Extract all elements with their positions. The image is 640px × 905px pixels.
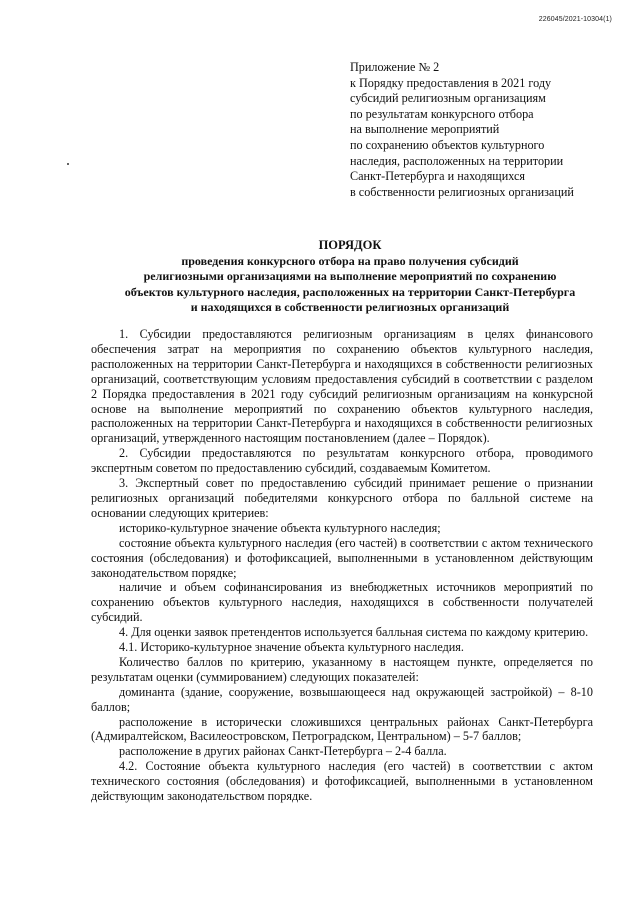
subtitle-line: проведения конкурсного отбора на право получения субсидий — [181, 254, 519, 268]
appendix-line: по результатам конкурсного отбора — [350, 106, 534, 121]
paragraph: доминанта (здание, сооружение, возвышающееся над окружающей застройкой) – 8-10 баллов; — [91, 684, 593, 714]
appendix-line: Санкт-Петербурга и находящихся — [350, 169, 525, 184]
paragraph: наличие и объем софинансирования из внебюджетных источников мероприятий по сохранению объектов культурного наследия, находящихся в собственности получателей субсидий. — [91, 580, 593, 625]
paragraph: состояние объекта культурного наследия (его частей) в соответствии с актом технического состояния (обследования) и фотофиксацией, выполненными в установленном действующим законодательством порядке; — [91, 535, 593, 580]
subtitle-line: и находящихся в собственности религиозных организаций — [190, 300, 510, 315]
subtitle-line: объектов культурного наследия, расположенных на территории Санкт-Петербурга — [124, 284, 576, 299]
paragraph: 4.1. Историко-культурное значение объекта культурного наследия. — [119, 640, 464, 655]
paragraph: 3. Экспертный совет по предоставлению субсидий принимает решение о признании религиозных организаций победителями конкурсного отбора по балльной системе на основании следующих критериев: — [91, 476, 593, 520]
paragraph: 1. Субсидии предоставляются религиозным организациям в целях финансового обеспечения затрат на мероприятия по сохранению объектов культурного наследия, расположенных на территории Санкт-Петербурга и находящихся в собственности религиозных организаций, соответствующим условиям предоставления субсидий в соответствии с разделом 2 Порядка предоставления в 2021 году субсидий религиозным организациям на конкурсной основе на выполнение мероприятий по сохранению объектов культурного наследия, расположенных на территории Санкт-Петербурга и находящихся в собственности религиозных организаций, утвержденного настоящим постановлением (далее – Порядок). — [91, 327, 593, 446]
document-body — [91, 327, 593, 804]
paragraph: расположение в других районах Санкт-Петербурга – 2-4 балла. — [119, 744, 447, 759]
appendix-line: наследия, расположенных на территории — [350, 153, 564, 168]
paragraph: 4. Для оценки заявок претендентов используется балльная система по каждому критерию. — [119, 625, 589, 640]
document-subtitle — [60, 254, 640, 316]
paragraph: 4.2. Состояние объекта культурного наследия (его частей) в соответствии с актом технического состояния (обследования) и фотофиксацией, выполненными в установленном действующим законодательством порядке. — [91, 759, 593, 804]
appendix-line: Приложение № 2 — [350, 60, 440, 74]
paragraph: 2. Субсидии предоставляются по результатам конкурсного отбора, проводимого экспертным советом по предоставлению субсидий, создаваемым Комитетом. — [91, 446, 593, 476]
paragraph: историко-культурное значение объекта культурного наследия; — [119, 520, 441, 535]
appendix-header — [350, 60, 574, 200]
subtitle-line: религиозными организациями на выполнение мероприятий по сохранению — [143, 269, 557, 284]
appendix-line: в собственности религиозных организаций — [350, 184, 574, 199]
scan-dot — [67, 163, 69, 165]
appendix-line: на выполнение мероприятий — [350, 122, 500, 137]
paragraph: Количество баллов по критерию, указанному в настоящем пункте, определяется по результатам оценки (суммированием) следующих показателей: — [91, 654, 593, 684]
appendix-line: по сохранению объектов культурного — [350, 137, 545, 152]
paragraph: расположение в исторически сложившихся центральных районах Санкт-Петербурга (Адмиралтейском, Василеостровском, Петроградском, Центральном) – 5-7 баллов; — [91, 714, 593, 744]
appendix-line: субсидий религиозным организациям — [350, 91, 546, 106]
document-title: ПОРЯДОК — [318, 238, 382, 252]
document-number: 226045/2021-10304(1) — [538, 16, 612, 23]
appendix-line: к Порядку предоставления в 2021 году — [350, 75, 552, 90]
